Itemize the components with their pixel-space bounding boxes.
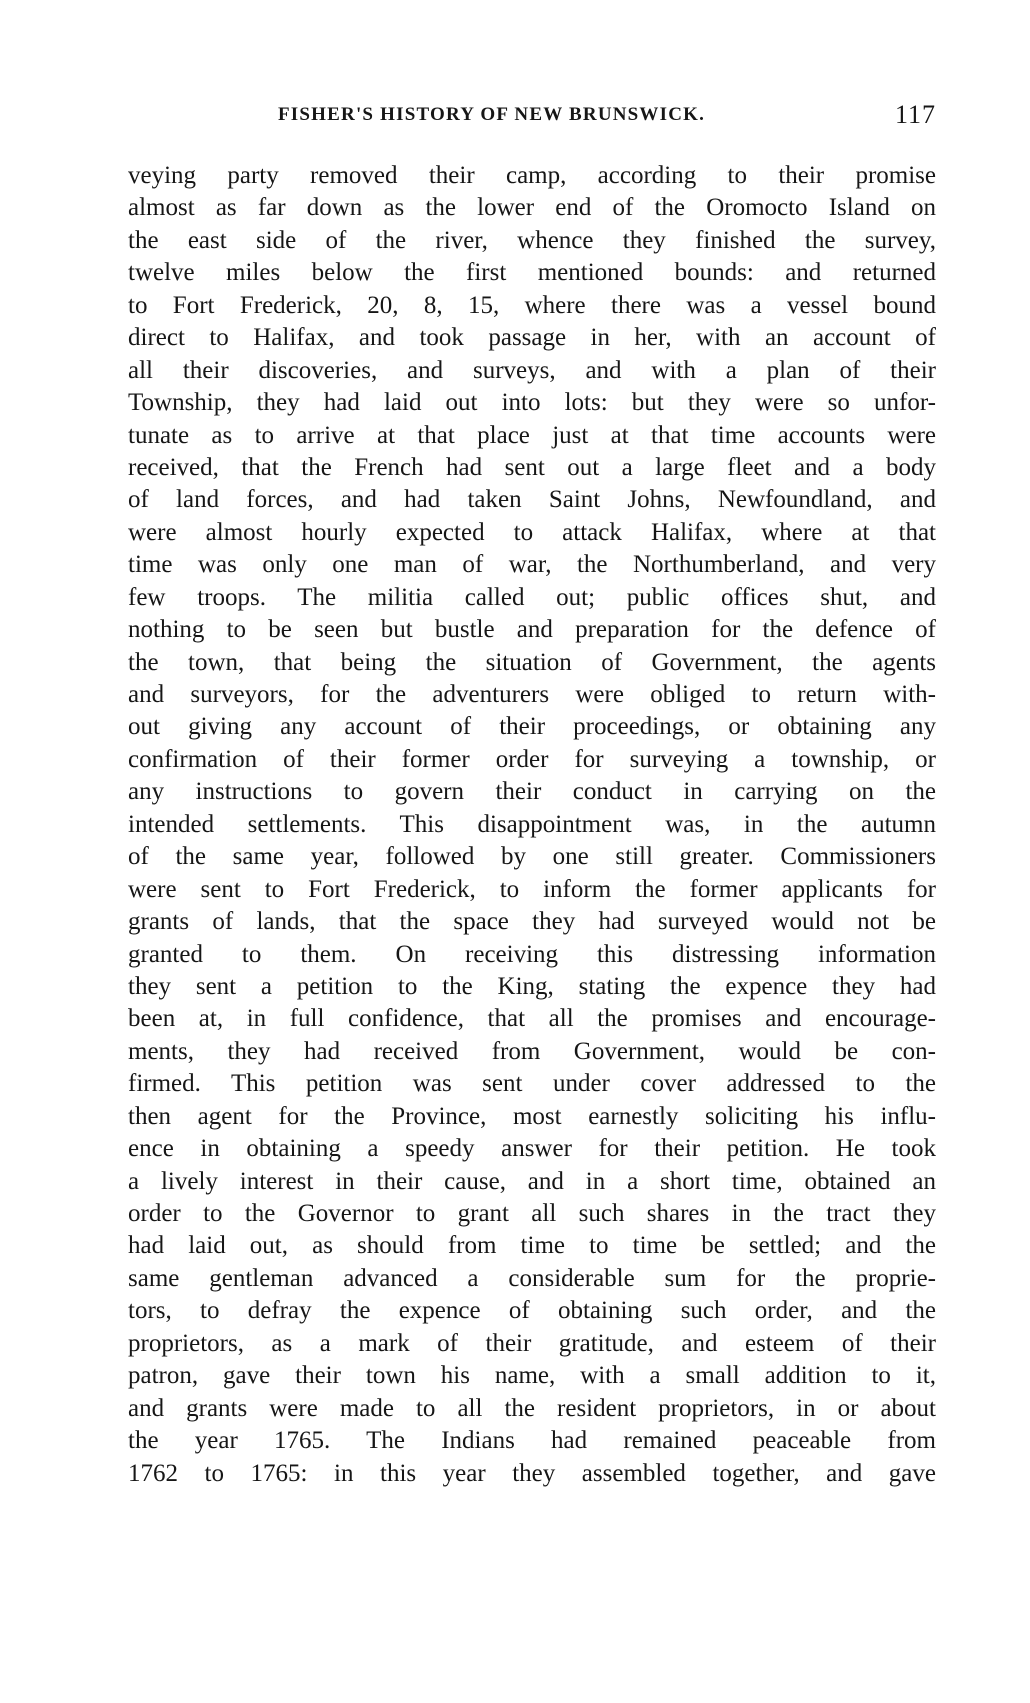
text-line: and grants were made to all the resident proprietors, in or about [128, 1394, 936, 1422]
text-line: same gentleman advanced a considerable sum for the proprie- [128, 1264, 936, 1292]
text-line: had laid out, as should from time to time be settled; and the [128, 1232, 936, 1260]
running-header [128, 100, 936, 136]
text-line: veying party removed their camp, according to their promise [128, 162, 936, 189]
text-line: any instructions to govern their conduct in carrying on the [128, 778, 936, 806]
text-line: the year 1765. The Indians had remained peaceable from [128, 1427, 936, 1455]
text-line: firmed. This petition was sent under cover addressed to the [128, 1070, 936, 1098]
text-line: all their discoveries, and surveys, and with a plan of their [128, 356, 936, 384]
text-line: received, that the French had sent out a large fleet and a body [128, 453, 936, 481]
text-line: patron, gave their town his name, with a small addition to it, [128, 1362, 936, 1390]
text-line: nothing to be seen but bustle and preparation for the defence of [128, 616, 936, 644]
text-line: order to the Governor to grant all such shares in the tract they [128, 1200, 936, 1227]
text-line: grants of lands, that the space they had surveyed would not be [128, 908, 936, 936]
text-line: direct to Halifax, and took passage in her, with an account of [128, 324, 936, 352]
text-line: granted to them. On receiving this distressing information [128, 940, 936, 968]
text-line: then agent for the Province, most earnestly soliciting his influ- [128, 1102, 936, 1130]
text-line: intended settlements. This disappointment was, in the autumn [128, 810, 936, 838]
text-line: ence in obtaining a speedy answer for their petition. He took [128, 1135, 936, 1163]
text-line: a lively interest in their cause, and in a short time, obtained an [128, 1167, 936, 1195]
text-line: were almost hourly expected to attack Halifax, where at that [128, 518, 936, 546]
text-line: of the same year, followed by one still greater. Commissioners [128, 843, 936, 871]
text-line: ments, they had received from Government, would be con- [128, 1037, 936, 1065]
text-line: confirmation of their former order for surveying a township, or [128, 745, 936, 773]
text-line: the town, that being the situation of Government, the agents [128, 648, 936, 676]
text-line: and surveyors, for the adventurers were obliged to return with- [128, 681, 936, 708]
text-line: of land forces, and had taken Saint Johns, Newfoundland, and [128, 486, 936, 514]
text-line: they sent a petition to the King, stating the expence they had [128, 972, 936, 1000]
text-line: been at, in full confidence, that all the promises and encourage- [128, 1005, 936, 1033]
text-line: 1762 to 1765: in this year they assembled together, and gave [128, 1459, 936, 1487]
page-number: 117 [894, 100, 936, 129]
text-line: to Fort Frederick, 20, 8, 15, where there was a vessel bound [128, 291, 936, 319]
text-line: Township, they had laid out into lots: but they were so unfor- [128, 389, 936, 417]
text-line: the east side of the river, whence they finished the survey, [128, 226, 936, 254]
text-line: tunate as to arrive at that place just at that time accounts were [128, 421, 936, 449]
running-title: FISHER'S HISTORY OF NEW BRUNSWICK. [278, 104, 706, 125]
text-line: proprietors, as a mark of their gratitude, and esteem of their [128, 1329, 936, 1357]
text-line: were sent to Fort Frederick, to inform the former applicants for [128, 875, 936, 903]
text-line: almost as far down as the lower end of the Oromocto Island on [128, 194, 936, 222]
text-line: time was only one man of war, the Northumberland, and very [128, 551, 936, 579]
text-line: tors, to defray the expence of obtaining such order, and the [128, 1297, 936, 1325]
text-line: twelve miles below the first mentioned bounds: and returned [128, 259, 936, 287]
body-text [128, 160, 936, 1490]
text-line: out giving any account of their proceedings, or obtaining any [128, 713, 936, 741]
text-line: few troops. The militia called out; public offices shut, and [128, 583, 936, 611]
